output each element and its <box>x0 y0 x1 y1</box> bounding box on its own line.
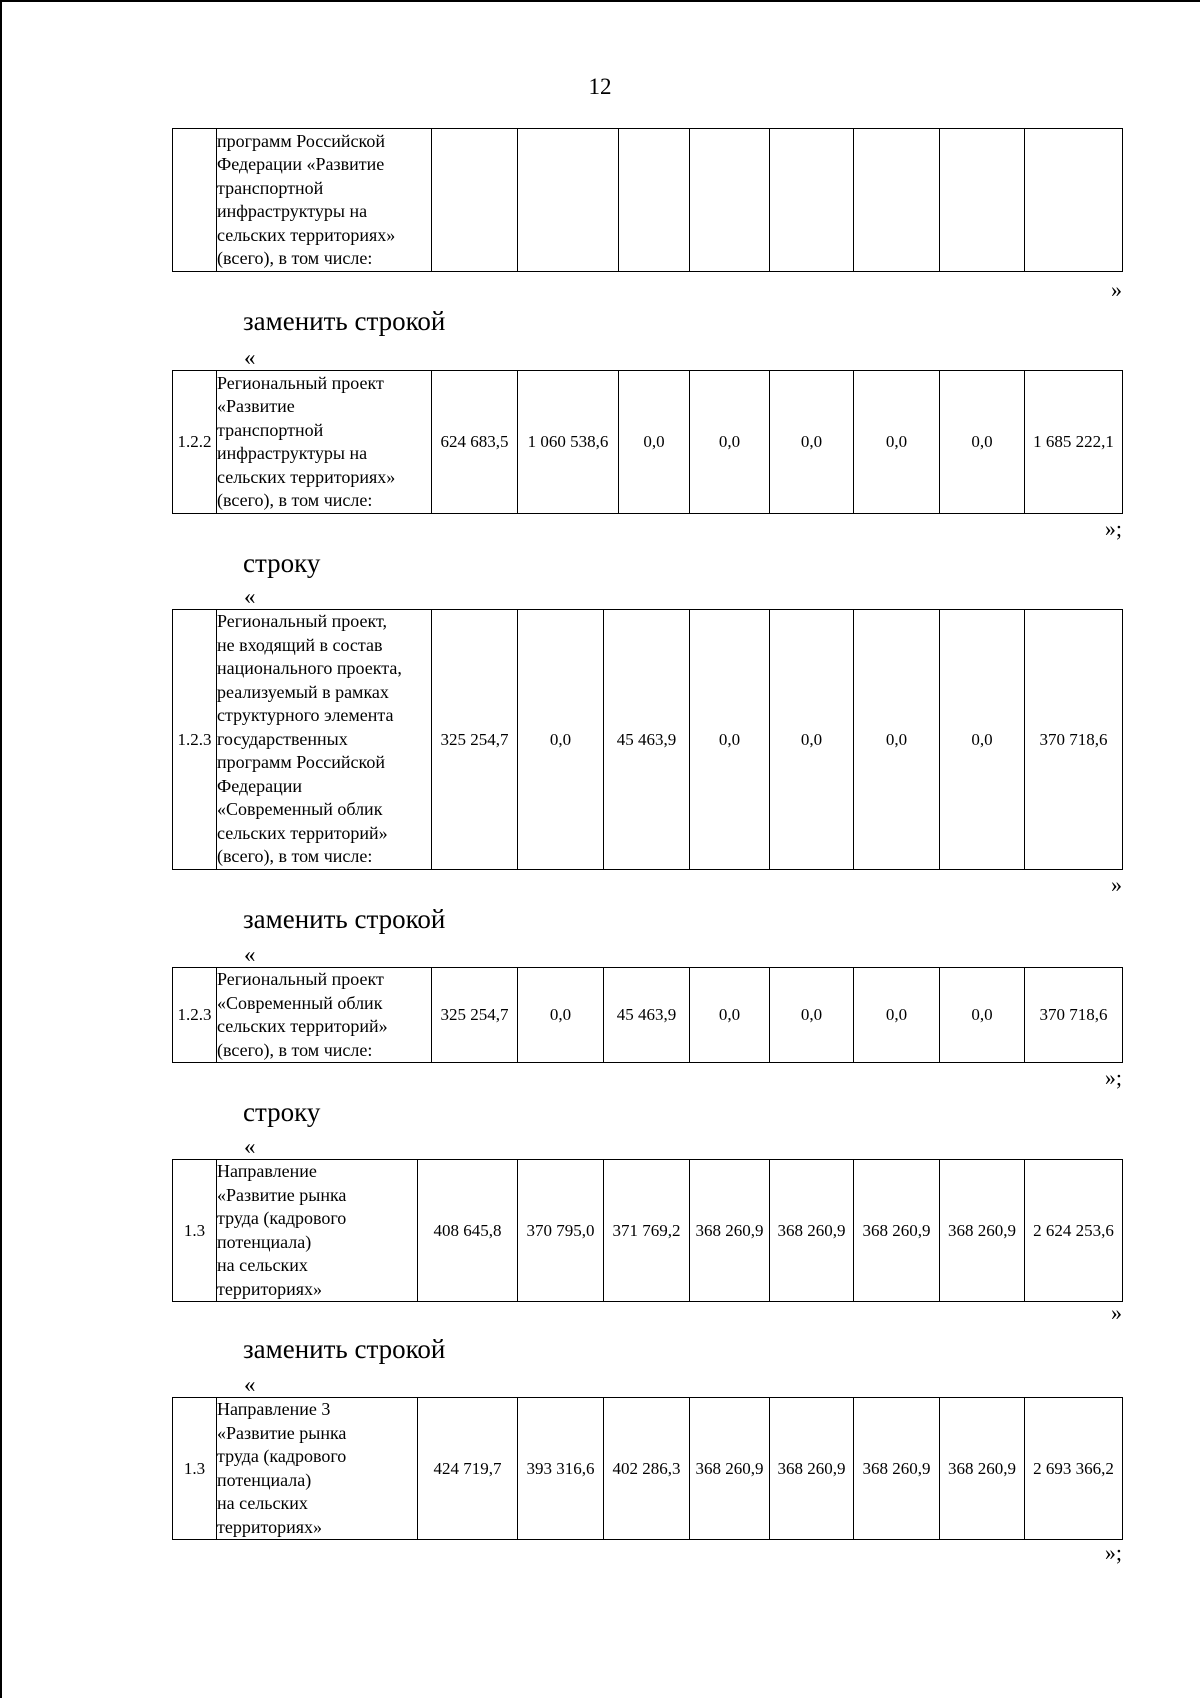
value-cell: 624 683,5 <box>432 371 518 514</box>
row-name-line: потенциала) <box>217 1469 312 1490</box>
scan-edge-top <box>0 0 1200 2</box>
row-number: 1.3 <box>173 1398 217 1540</box>
opening-quote: « <box>244 942 256 967</box>
table-row-block-1 <box>172 370 1123 514</box>
value-cell: 0,0 <box>518 610 604 870</box>
value-cell: 2 693 366,2 <box>1025 1398 1123 1540</box>
row-name-line: потенциала) <box>217 1231 312 1252</box>
row-number: 1.3 <box>173 1160 217 1302</box>
instruction-text: заменить строкой <box>243 904 446 934</box>
opening-quote: « <box>244 1372 256 1397</box>
row-name-line: «Развитие <box>217 396 295 416</box>
value-cell: 368 260,9 <box>854 1398 940 1540</box>
row-name-line: Региональный проект, <box>217 611 387 632</box>
value-cell <box>432 129 518 272</box>
page-number: 12 <box>588 74 612 99</box>
row-name-line: программ Российской <box>217 130 385 151</box>
opening-quote: « <box>244 584 256 609</box>
row-name <box>217 610 432 870</box>
value-cell <box>690 129 770 272</box>
value-cell <box>854 129 940 272</box>
value-cell: 368 260,9 <box>770 1160 854 1302</box>
row-name-line: на сельских <box>217 1493 308 1513</box>
table-row-block-5 <box>172 1397 1123 1540</box>
value-cell: 1 685 222,1 <box>1025 371 1123 514</box>
table-row-block-3 <box>172 967 1123 1063</box>
value-cell: 325 254,7 <box>432 968 518 1063</box>
row-name-line: (всего), в том числе: <box>217 1039 373 1060</box>
value-cell: 0,0 <box>854 610 940 870</box>
row-name-line: территориях» <box>217 1516 323 1537</box>
value-cell: 371 769,2 <box>604 1160 690 1302</box>
instruction-text: строку <box>243 548 321 578</box>
row-name-line: (всего), в том числе: <box>217 846 373 867</box>
closing-quote: »; <box>1104 516 1122 541</box>
value-cell: 45 463,9 <box>604 610 690 870</box>
row-name-line: Региональный проект <box>217 969 384 989</box>
opening-quote: « <box>244 345 256 370</box>
value-cell: 0,0 <box>940 371 1025 514</box>
value-cell: 0,0 <box>940 968 1025 1063</box>
closing-quote: »; <box>1104 1065 1122 1090</box>
row-number: 1.2.2 <box>173 371 217 514</box>
instruction-text: заменить строкой <box>243 1334 446 1364</box>
value-cell: 0,0 <box>770 371 854 514</box>
row-name-line: «Современный облик <box>217 992 383 1013</box>
table-row-block-2 <box>172 609 1123 870</box>
row-name-line: национального проекта, <box>217 658 402 679</box>
row-name-line: сельских территорий» <box>217 822 388 843</box>
row-name <box>217 968 432 1063</box>
row-name-line: Федерации «Развитие <box>217 154 385 174</box>
row-name-line: программ Российской <box>217 752 385 773</box>
instruction-text: заменить строкой <box>243 306 446 336</box>
value-cell: 0,0 <box>619 371 690 514</box>
instruction-text: строку <box>243 1097 321 1127</box>
table-row-block-0 <box>172 128 1123 272</box>
row-name-line: не входящий в состав <box>217 634 383 655</box>
value-cell: 325 254,7 <box>432 610 518 870</box>
value-cell: 0,0 <box>770 968 854 1063</box>
row-name-line: реализуемый в рамках <box>217 681 389 702</box>
value-cell <box>1025 129 1123 272</box>
row-name-line: труда (кадрового <box>217 1208 347 1228</box>
value-cell: 2 624 253,6 <box>1025 1160 1123 1302</box>
row-name <box>217 1398 418 1540</box>
value-cell: 0,0 <box>690 371 770 514</box>
value-cell: 424 719,7 <box>418 1398 518 1540</box>
value-cell: 370 795,0 <box>518 1160 604 1302</box>
value-cell: 408 645,8 <box>418 1160 518 1302</box>
opening-quote: « <box>244 1134 256 1159</box>
row-name-line: «Развитие рынка <box>217 1422 347 1443</box>
value-cell: 0,0 <box>854 371 940 514</box>
value-cell: 402 286,3 <box>604 1398 690 1540</box>
row-name-line: «Современный облик <box>217 799 383 820</box>
value-cell: 368 260,9 <box>940 1160 1025 1302</box>
value-cell: 368 260,9 <box>770 1398 854 1540</box>
closing-quote: » <box>1111 1300 1122 1325</box>
table-row-block-4 <box>172 1159 1123 1302</box>
closing-quote: » <box>1111 277 1122 302</box>
row-number <box>173 129 217 272</box>
row-name-line: государственных <box>217 728 348 749</box>
value-cell <box>940 129 1025 272</box>
row-name <box>217 129 432 272</box>
row-number: 1.2.3 <box>173 968 217 1063</box>
value-cell: 368 260,9 <box>854 1160 940 1302</box>
closing-quote: » <box>1111 872 1122 897</box>
row-name <box>217 1160 418 1302</box>
row-name-line: Направление 3 <box>217 1399 331 1419</box>
value-cell: 45 463,9 <box>604 968 690 1063</box>
value-cell: 368 260,9 <box>690 1160 770 1302</box>
row-name-line: (всего), в том числе: <box>217 490 373 510</box>
value-cell: 368 260,9 <box>940 1398 1025 1540</box>
value-cell: 370 718,6 <box>1025 610 1123 870</box>
value-cell: 0,0 <box>690 968 770 1063</box>
row-name-line: транспортной <box>217 177 324 198</box>
value-cell: 370 718,6 <box>1025 968 1123 1063</box>
value-cell: 0,0 <box>940 610 1025 870</box>
value-cell: 1 060 538,6 <box>518 371 619 514</box>
row-name-line: Направление <box>217 1161 317 1181</box>
value-cell <box>619 129 690 272</box>
row-name-line: Федерации <box>217 775 303 796</box>
row-number: 1.2.3 <box>173 610 217 870</box>
value-cell <box>518 129 619 272</box>
value-cell: 368 260,9 <box>690 1398 770 1540</box>
row-name-line: структурного элемента <box>217 705 394 726</box>
value-cell: 0,0 <box>770 610 854 870</box>
row-name-line: труда (кадрового <box>217 1446 347 1466</box>
row-name-line: сельских территориях» <box>217 466 396 487</box>
row-name-line: территориях» <box>217 1278 323 1299</box>
row-name-line: на сельских <box>217 1255 308 1275</box>
value-cell: 393 316,6 <box>518 1398 604 1540</box>
row-name-line: «Развитие рынка <box>217 1184 347 1205</box>
row-name-line: инфраструктуры на <box>217 443 368 463</box>
closing-quote: »; <box>1104 1540 1122 1565</box>
row-name <box>217 371 432 514</box>
row-name-line: сельских территориях» <box>217 224 396 245</box>
value-cell <box>770 129 854 272</box>
row-name-line: (всего), в том числе: <box>217 248 373 268</box>
row-name-line: сельских территорий» <box>217 1016 388 1036</box>
scan-edge-left <box>0 0 2 1698</box>
value-cell: 0,0 <box>690 610 770 870</box>
value-cell: 0,0 <box>518 968 604 1063</box>
row-name-line: инфраструктуры на <box>217 201 368 221</box>
row-name-line: Региональный проект <box>217 372 384 393</box>
value-cell: 0,0 <box>854 968 940 1063</box>
row-name-line: транспортной <box>217 419 324 440</box>
